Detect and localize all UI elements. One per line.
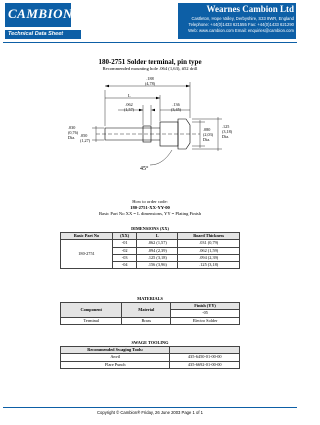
web-line: Web: www.cambion.com Email: enquiries@cambion.com <box>188 28 294 33</box>
dimensions-table <box>60 226 240 269</box>
table-cell: Terminal <box>61 317 122 324</box>
table-cell: 435-6450-01-00-00 <box>170 354 240 361</box>
dim-left-dia-label: Dia. <box>68 135 76 140</box>
dim-left-050-inch: .050 <box>80 133 88 138</box>
table-cell: -02 <box>113 247 137 254</box>
dim-062 <box>118 102 140 112</box>
dim-overall <box>140 76 160 86</box>
table-cell: Electro Solder <box>171 317 240 324</box>
dim-136 <box>166 102 186 112</box>
table-row <box>61 354 240 361</box>
table-cell: .156 (3,96) <box>137 261 178 268</box>
dim-136-mm: (3,45) <box>170 107 182 112</box>
table-row <box>61 240 240 247</box>
table-cell: .125 (3,18) <box>137 254 178 261</box>
dim-right-dia-mm: (2,03) <box>203 132 214 137</box>
dim-right2-dia-mm: (3,18) <box>222 129 233 134</box>
footer-copyright: Copyright © Cambion® Friday, 26 June 2003 Page 1 of 1 <box>97 410 203 415</box>
table-cell: .062 (1,57) <box>137 240 178 247</box>
table-row <box>61 317 240 324</box>
finish-code: -05 <box>171 310 240 317</box>
col-header: L <box>137 233 178 240</box>
order-heading: How to order code: <box>132 199 168 204</box>
col-header: Material <box>122 303 171 317</box>
col-header: (XX) <box>113 233 137 240</box>
dim-right-dia-inch: .080 <box>203 127 211 132</box>
dim-right2-dia <box>222 124 232 139</box>
table-cell: .125 (3,18) <box>178 261 240 268</box>
dim-l-label: L <box>128 93 131 98</box>
table-cell: .094 (2,39) <box>137 247 178 254</box>
footer-divider <box>3 407 297 408</box>
table-cell: .031 (0,79) <box>178 240 240 247</box>
table-row <box>61 361 240 368</box>
col-header: Recommended Swaging Tools: <box>61 347 170 354</box>
table-cell: -01 <box>113 240 137 247</box>
swage-caption: SWAGE TOOLING <box>61 340 240 347</box>
materials-table <box>60 296 240 325</box>
part-number: 180-2751 <box>61 240 113 269</box>
order-legend: Basic Part No XX = L dimensions, YY = Plating Finish <box>98 211 202 216</box>
dim-062-mm: (1,57) <box>123 107 135 112</box>
dim-136-inch: .136 <box>172 102 180 107</box>
cambion-logo: CAMBION <box>8 6 73 21</box>
col-header: Basic Part No <box>61 233 113 240</box>
table-cell: .094 (2,39) <box>178 254 240 261</box>
col-header: Board Thickness <box>178 233 240 240</box>
address-line: Castleton, Hope Valley, Derbyshire, S33 8WR, England <box>191 16 294 21</box>
table-cell: Anvil <box>61 354 170 361</box>
dim-062-inch: .062 <box>125 102 133 107</box>
dim-left-dia-inch: .030 <box>68 125 76 130</box>
col-header: Component <box>61 303 122 317</box>
dim-overall-mm: (4,78) <box>144 81 156 86</box>
table-cell: Brass <box>122 317 171 324</box>
dimensions-caption: DIMENSIONS (XX) <box>61 226 240 233</box>
company-name: Wearnes Cambion Ltd <box>206 4 294 14</box>
col-header: Finish (YY) <box>171 303 240 310</box>
col-header <box>170 347 240 354</box>
swage-tooling-table <box>60 340 240 369</box>
table-cell: Flare Punch <box>61 361 170 368</box>
materials-caption: MATERIALS <box>61 296 240 303</box>
page-title: 180-2751 Solder terminal, pin type <box>98 58 202 66</box>
dim-overall-inch: .188 <box>146 76 154 81</box>
section-label: Technical Data Sheet <box>5 30 81 39</box>
dim-right-dia-label: Dia. <box>203 137 211 142</box>
dim-right2-dia-inch: .125 <box>222 124 230 129</box>
table-cell: 435-6692-01-00-00 <box>170 361 240 368</box>
page-subtitle: Recommended mounting hole .064 (1,63), #52 drill <box>102 66 198 71</box>
dim-left-050 <box>80 133 90 143</box>
table-cell: .062 (1,59) <box>178 247 240 254</box>
table-cell: -04 <box>113 261 137 268</box>
phone-line: Telephone: +44(0)1433 621555 Fax: +44(0)1433 621290 <box>188 22 294 27</box>
dim-right-dia <box>203 127 213 142</box>
dim-left-050-mm: (1,27) <box>80 138 91 143</box>
order-code: 180-2751-XX-YY-00 <box>130 205 170 210</box>
dim-left-dia-mm: (0,76) <box>68 130 79 135</box>
angle-label: 45° <box>140 166 149 172</box>
dim-right2-dia-label: Dia. <box>222 134 230 139</box>
table-cell: -03 <box>113 254 137 261</box>
dim-left-dia <box>68 125 78 140</box>
